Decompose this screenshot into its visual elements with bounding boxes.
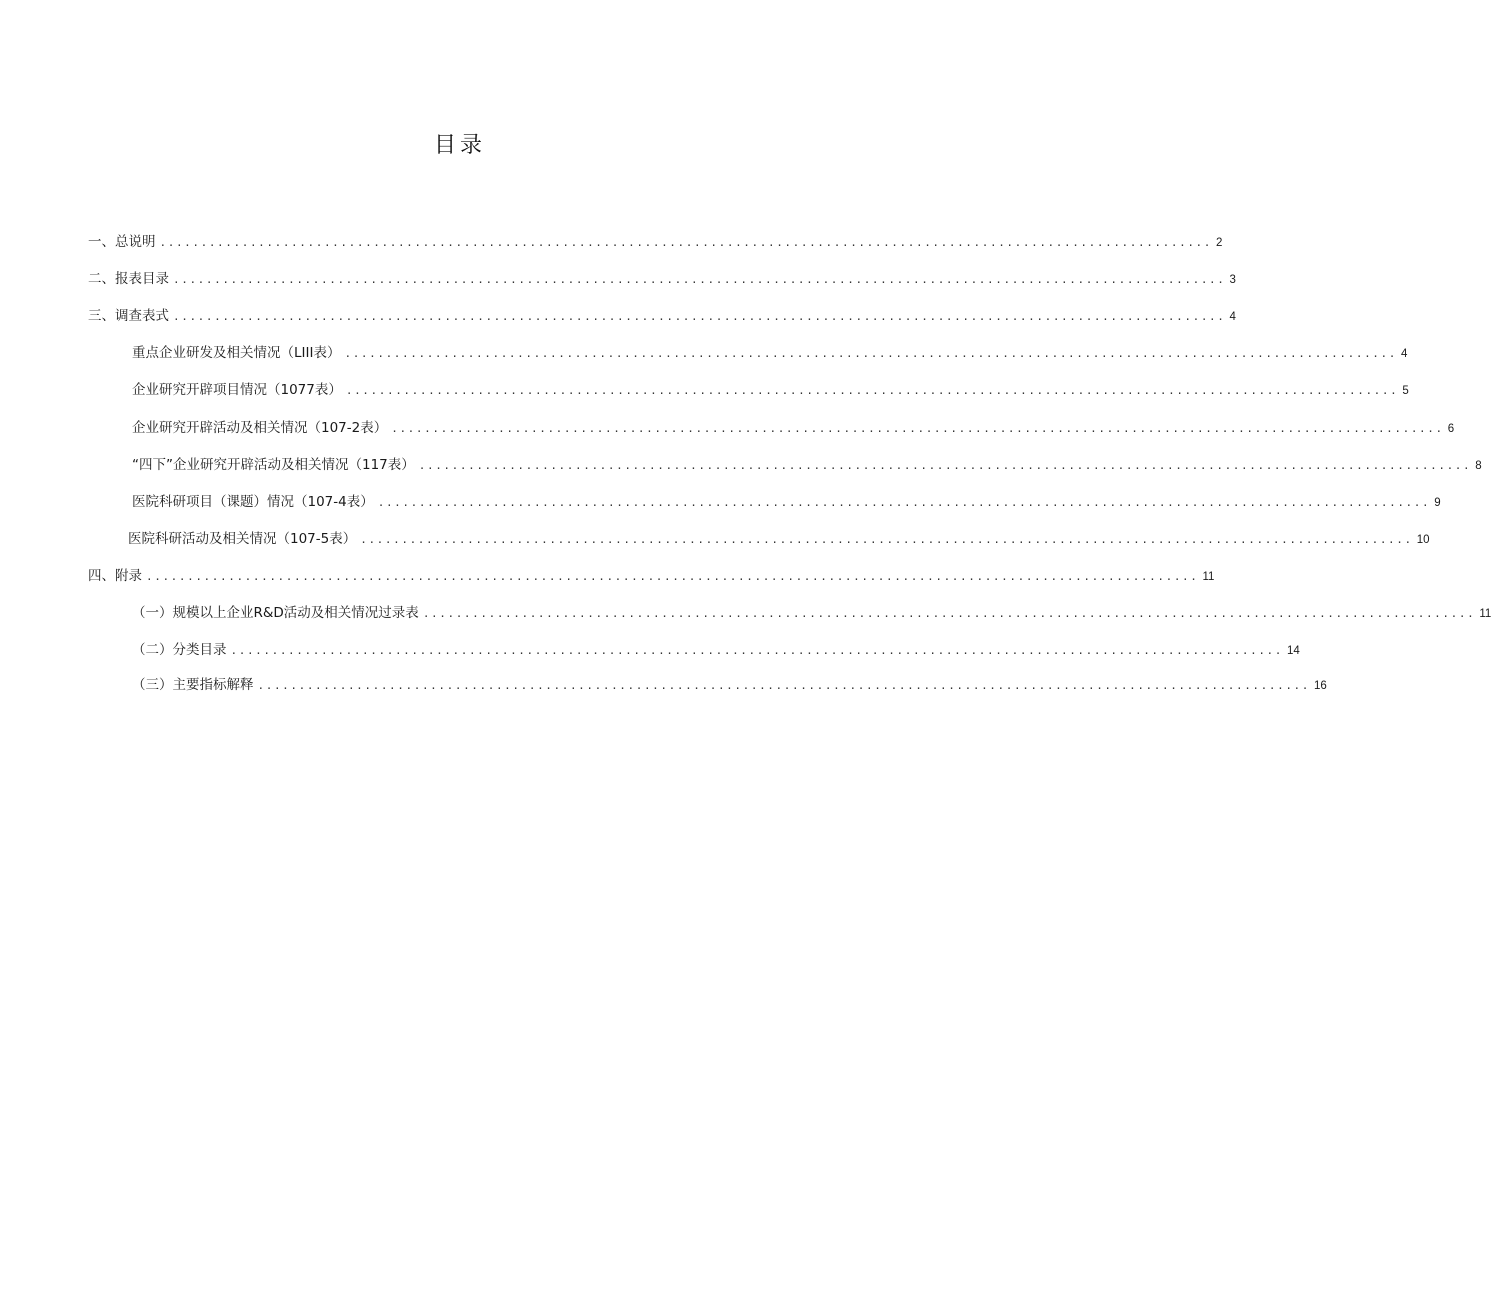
toc-page-number: 10 xyxy=(1416,534,1430,546)
dot-leader: ................................................................................................................................ xyxy=(345,384,1399,397)
toc-entry-label: “四下”企业研究开辟活动及相关情况（117表） xyxy=(132,457,415,473)
toc-entry-label: 一、总说明 xyxy=(88,234,156,250)
toc-page-number: 5 xyxy=(1402,385,1409,397)
toc-page-number: 11 xyxy=(1479,608,1491,620)
toc-entry-key-enterprise-rd[interactable] xyxy=(132,342,1408,364)
toc-entry-label: 四、附录 xyxy=(88,568,142,584)
toc-entry-label: 医院科研活动及相关情况（107-5表） xyxy=(128,531,357,547)
page-title: 目录 xyxy=(433,133,486,158)
toc-entry-enterprise-rd-projects[interactable] xyxy=(132,379,1409,401)
dot-leader: ................................................................................................................................ xyxy=(257,679,1310,692)
dot-leader: ................................................................................................................................ xyxy=(360,533,1413,546)
dot-leader: ................................................................................................................................ xyxy=(173,273,1226,286)
toc-entry-label: 企业研究开辟活动及相关情况（107-2表） xyxy=(132,420,388,436)
dot-leader: ................................................................................................................................ xyxy=(230,644,1283,657)
toc-entry-survey-forms[interactable] xyxy=(88,305,1236,327)
toc-entry-appendix-rd-transcription[interactable] xyxy=(132,602,1491,624)
toc-entry-hospital-research-projects[interactable] xyxy=(132,491,1441,513)
dot-leader: ................................................................................................................................ xyxy=(146,570,1199,583)
dot-leader: ................................................................................................................................ xyxy=(173,310,1226,323)
toc-page-number: 3 xyxy=(1229,274,1236,286)
toc-page-number: 8 xyxy=(1475,460,1482,472)
toc-page-number: 4 xyxy=(1400,348,1408,360)
toc-entry-label: 医院科研项目（课题）情况（107-4表） xyxy=(132,494,374,510)
toc-entry-label: 二、报表目录 xyxy=(88,271,169,287)
toc-page-number: 11 xyxy=(1202,571,1215,583)
toc-entry-label: 重点企业研发及相关情况（LIII表） xyxy=(132,345,341,361)
dot-leader: ................................................................................................................................ xyxy=(377,496,1431,509)
toc-entry-general-notes[interactable] xyxy=(88,231,1223,253)
toc-entry-label: （三）主要指标解释 xyxy=(132,677,254,693)
toc-entry-hospital-research-activities[interactable] xyxy=(128,528,1430,550)
toc-page-number: 14 xyxy=(1287,645,1300,657)
dot-leader: ................................................................................................................................ xyxy=(422,607,1476,620)
dot-leader: ................................................................................................................................ xyxy=(418,459,1472,472)
dot-leader: ................................................................................................................................ xyxy=(391,422,1444,435)
toc-page-number: 9 xyxy=(1434,497,1441,509)
toc-page-number: 16 xyxy=(1314,680,1327,692)
toc-entry-report-list[interactable] xyxy=(88,268,1236,290)
dot-leader: ................................................................................................................................ xyxy=(344,347,1397,360)
dot-leader: ................................................................................................................................ xyxy=(159,236,1212,249)
toc-entry-appendix-indicator-definitions[interactable] xyxy=(132,674,1327,696)
toc-entry-enterprise-rd-activities[interactable] xyxy=(132,417,1455,439)
toc-page-number: 6 xyxy=(1447,423,1455,435)
toc-entry-appendix[interactable] xyxy=(88,565,1215,587)
toc-entry-label: 企业研究开辟项目情况（1077表） xyxy=(132,382,342,398)
toc-page-number: 4 xyxy=(1229,311,1236,323)
toc-entry-label: （二）分类目录 xyxy=(132,642,227,658)
toc-page-number: 2 xyxy=(1216,237,1223,249)
toc-entry-four-below-enterprise-rd[interactable] xyxy=(132,454,1482,476)
toc-entry-label: （一）规模以上企业R&D活动及相关情况过录表 xyxy=(132,605,419,621)
toc-entry-appendix-classification[interactable] xyxy=(132,639,1300,661)
toc-entry-label: 三、调查表式 xyxy=(88,308,169,324)
